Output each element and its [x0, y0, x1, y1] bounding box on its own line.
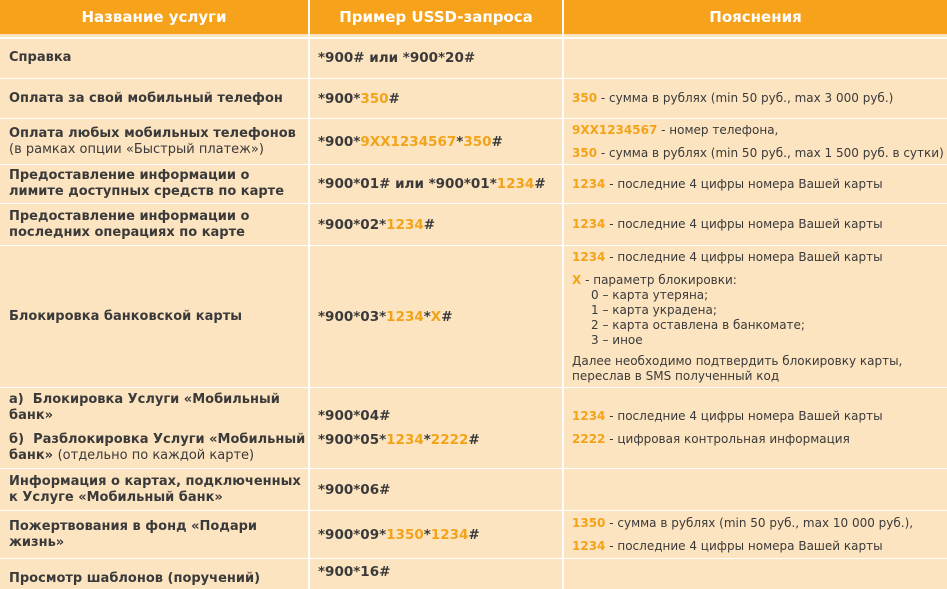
ussd-code: *900# или *900*20# [318, 50, 476, 66]
ussd-code: *900*05*1234*2222# [318, 432, 480, 448]
row-divider [0, 510, 947, 511]
row-divider [0, 78, 947, 79]
ussd-code: *900*09*1350*1234# [318, 526, 480, 543]
ussd-code: *900*9XX1234567*350# [318, 133, 503, 150]
service-name: Информация о картах, подключенных к Услуге «Мобильный банк» [9, 473, 301, 505]
header-ussd-example: Пример USSD-запроса [310, 0, 562, 34]
explanation: X - параметр блокировки: [572, 272, 737, 287]
service-name: Оплата любых мобильных телефонов (в рамках опции «Быстрый платеж») [9, 125, 296, 157]
table-row [0, 246, 947, 387]
ussd-code: *900*01# или *900*01*1234# [318, 176, 546, 192]
explanation: 1234 - последние 4 цифры номера Вашей карты [572, 409, 883, 423]
row-divider [0, 203, 947, 204]
block-option: 3 – иное [591, 332, 643, 347]
service-name: а) Блокировка Услуги «Мобильный банк» [9, 392, 280, 423]
table-row [0, 388, 947, 468]
explanation: 1234 - последние 4 цифры номера Вашей карты [572, 176, 883, 191]
explanation: 2222 - цифровая контрольная информация [572, 432, 850, 446]
row-divider [0, 558, 947, 559]
service-name: Просмотр шаблонов (поручений) [9, 571, 261, 586]
ussd-code: *900*350# [318, 90, 400, 107]
block-option: 0 – карта утеряна; [591, 287, 709, 302]
explanation: 1234 - последние 4 цифры номера Вашей карты [572, 217, 883, 231]
table-row [0, 119, 947, 164]
explanation: 1350 - сумма в рублях (min 50 руб., max 10 000 руб.), [572, 515, 914, 530]
explanation: 9XX1234567 - номер телефона, [572, 122, 779, 137]
service-name: б) Разблокировка Услуги «Мобильный банк» (отдельно по каждой карте) [9, 432, 306, 463]
service-name: Предоставление информации о лимите доступных средств по карте [9, 168, 285, 199]
row-divider [0, 387, 947, 388]
row-divider [0, 468, 947, 469]
ussd-code: *900*04# [318, 408, 391, 424]
ussd-code: *900*02*1234# [318, 216, 436, 233]
explanation: 1234 - последние 4 цифры номера Вашей карты [572, 538, 883, 553]
column-divider [308, 0, 310, 589]
ussd-code: *900*16# [318, 564, 391, 580]
table-row [0, 469, 947, 510]
block-option: 2 – карта оставлена в банкомате; [591, 317, 805, 332]
explanation: 1234 - последние 4 цифры номера Вашей карты [572, 249, 883, 264]
column-divider [562, 0, 564, 589]
service-name: Предоставление информации о последних операциях по карте [9, 208, 250, 240]
header-service-name: Название услуги [0, 0, 308, 34]
service-name: Пожертвования в фонд «Подари жизнь» [9, 518, 258, 550]
block-option: 1 – карта украдена; [591, 302, 717, 317]
table-row [0, 165, 947, 203]
table-row [0, 559, 947, 589]
explanation: 350 - сумма в рублях (min 50 руб., max 3 000 руб.) [572, 91, 894, 105]
table-row [0, 511, 947, 558]
row-divider [0, 164, 947, 165]
service-name: Оплата за свой мобильный телефон [9, 90, 283, 106]
row-divider [0, 118, 947, 119]
explanation: 350 - сумма в рублях (min 50 руб., max 1 500 руб. в сутки) [572, 145, 944, 160]
service-name: Блокировка банковской карты [9, 308, 242, 324]
row-divider [0, 37, 947, 39]
row-divider [0, 245, 947, 246]
table-row [0, 79, 947, 118]
header-explanations: Пояснения [564, 0, 947, 34]
explanation-footer: Далее необходимо подтвердить блокировку карты, переслав в SMS полученный код [572, 353, 903, 383]
table-row [0, 38, 947, 78]
ussd-code: *900*03*1234*X# [318, 308, 453, 325]
table-row [0, 204, 947, 245]
service-name: Справка [9, 50, 72, 65]
ussd-code: *900*06# [318, 481, 391, 498]
